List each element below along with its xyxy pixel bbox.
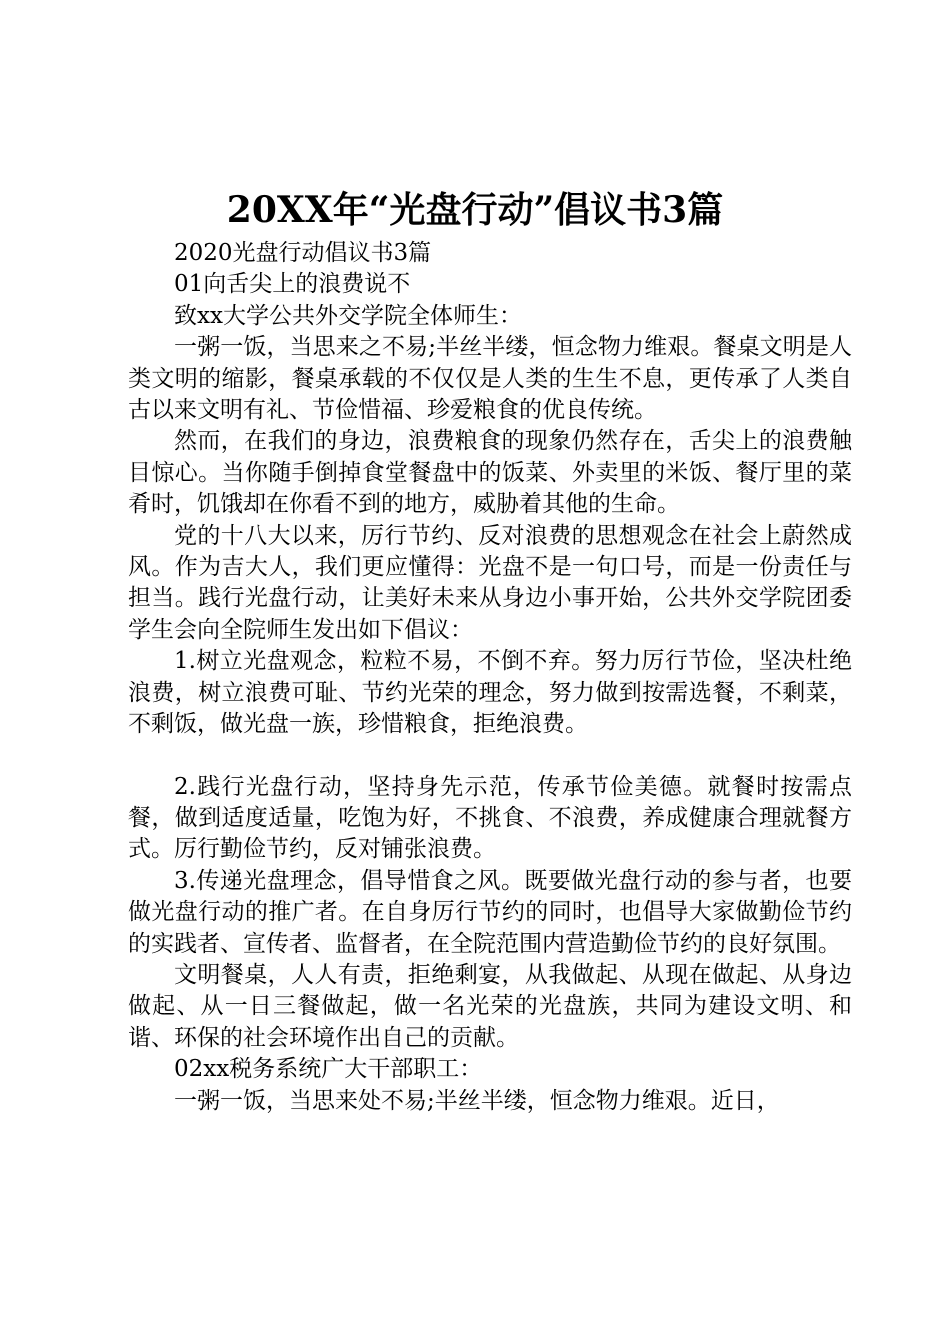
proposal-item-3: 3.传递光盘理念，倡导惜食之风。既要做光盘行动的参与者，也要做光盘行动的推广者。在自身厉行节约的同时，也倡导大家做勤俭节约的实践者、宣传者、监督者，在全院范围内营造勤俭节约的良好氛围。 xyxy=(128,867,852,957)
paragraph: 文明餐桌，人人有责，拒绝剩宴，从我做起、从现在做起、从身边做起、从一日三餐做起，做一名光荣的光盘族，共同为建设文明、和谐、环保的社会环境作出自己的贡献。 xyxy=(128,961,852,1051)
paragraph: 然而，在我们的身边，浪费粮食的现象仍然存在，舌尖上的浪费触目惊心。当你随手倒掉食堂餐盘中的饭菜、外卖里的米饭、餐厅里的菜肴时，饥饿却在你看不到的地方，威胁着其他的生命。 xyxy=(128,428,852,518)
section-heading: 01向舌尖上的浪费说不 xyxy=(174,271,411,298)
paragraph: 一粥一饭，当思来处不易;半丝半缕，恒念物力维艰。近日， xyxy=(174,1087,780,1114)
salutation: 致xx大学公共外交学院全体师生： xyxy=(174,302,522,329)
section-heading: 02xx税务系统广大干部职工： xyxy=(174,1056,483,1083)
subtitle-line: 2020光盘行动倡议书3篇 xyxy=(174,240,432,266)
paragraph: 党的十八大以来，厉行节约、反对浪费的思想观念在社会上蔚然成风。作为吉大人，我们更应懂得：光盘不是一句口号，而是一份责任与担当。践行光盘行动，让美好未来从身边小事开始，公共外交学院团委学生会向全院师生发出如下倡议： xyxy=(128,522,852,643)
document-title: 20XX年“光盘行动”倡议书3篇 xyxy=(226,189,724,231)
document-body xyxy=(128,238,852,1117)
proposal-item-2: 2.践行光盘行动，坚持身先示范，传承节俭美德。就餐时按需点餐，做到适度适量，吃饱为好，不挑食、不浪费，养成健康合理就餐方式。厉行勤俭节约，反对铺张浪费。 xyxy=(128,773,852,863)
proposal-item-1: 1.树立光盘观念，粒粒不易，不倒不弃。努力厉行节俭，坚决杜绝浪费，树立浪费可耻、节约光荣的理念，努力做到按需选餐，不剩菜，不剩饭，做光盘一族，珍惜粮食，拒绝浪费。 xyxy=(128,648,852,738)
paragraph: 一粥一饭，当思来之不易;半丝半缕，恒念物力维艰。餐桌文明是人类文明的缩影，餐桌承载的不仅仅是人类的生生不息，更传承了人类自古以来文明有礼、节俭惜福、珍爱粮食的优良传统。 xyxy=(128,334,852,424)
